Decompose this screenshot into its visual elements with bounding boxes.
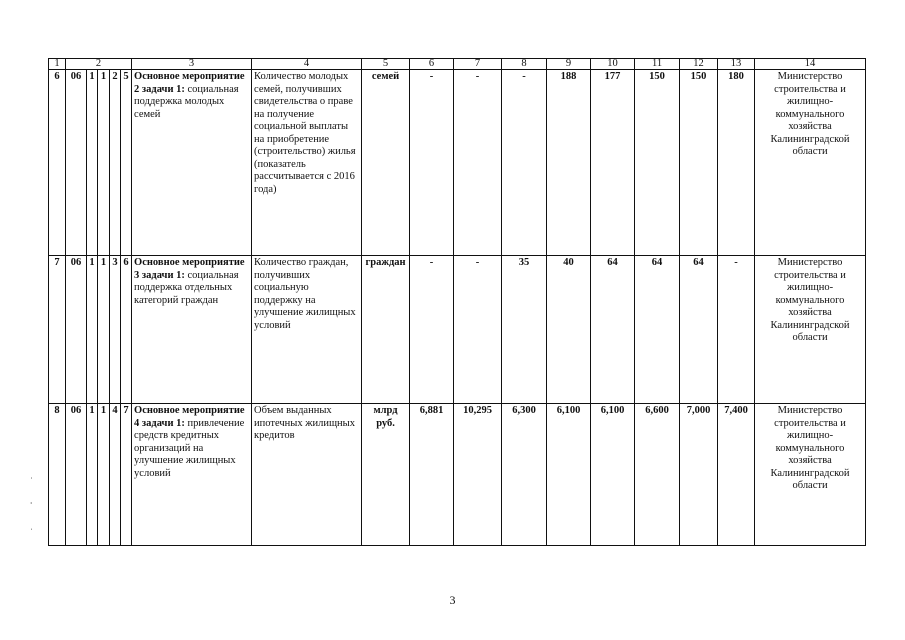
code-cell: 1: [98, 70, 110, 256]
code-cell: 6: [121, 256, 132, 404]
value-cell: 188: [547, 70, 591, 256]
unit-cell: граждан: [362, 256, 410, 404]
value-cell: 40: [547, 256, 591, 404]
header-cell: 13: [718, 59, 755, 70]
code-cell: 1: [87, 256, 98, 404]
value-cell: 64: [680, 256, 718, 404]
indicator-cell: Количество молодых семей, получивших свидетельства о праве на получение социальной выплаты на приобретение (строительство) жилья (показатель рассчитывается с 2016 года): [252, 70, 362, 256]
header-cell: 10: [591, 59, 635, 70]
code-cell: 5: [121, 70, 132, 256]
header-cell: 1: [49, 59, 66, 70]
activity-cell: [132, 404, 252, 546]
header-cell: 6: [410, 59, 454, 70]
code-cell: 3: [110, 256, 121, 404]
value-cell: 35: [502, 256, 547, 404]
value-cell: 6,600: [635, 404, 680, 546]
activity-title: Основное мероприятие 3 задачи 1:: [134, 257, 245, 281]
value-cell: 150: [680, 70, 718, 256]
table-row: [49, 70, 866, 256]
code-cell: 1: [98, 404, 110, 546]
code-cell: 06: [66, 70, 87, 256]
code-cell: 7: [121, 404, 132, 546]
value-cell: -: [454, 70, 502, 256]
header-cell: 5: [362, 59, 410, 70]
value-cell: 7,000: [680, 404, 718, 546]
value-cell: 150: [635, 70, 680, 256]
row-number: 7: [49, 256, 66, 404]
activity-title: Основное мероприятие 2 задачи 1:: [134, 71, 245, 95]
value-cell: -: [410, 256, 454, 404]
activity-title: Основное мероприятие 4 задачи 1:: [134, 405, 245, 429]
code-cell: 4: [110, 404, 121, 546]
value-cell: 64: [591, 256, 635, 404]
value-cell: 7,400: [718, 404, 755, 546]
row-number: 6: [49, 70, 66, 256]
header-cell: 9: [547, 59, 591, 70]
indicator-table: [48, 58, 866, 546]
value-cell: 177: [591, 70, 635, 256]
row-number: 8: [49, 404, 66, 546]
scan-mark: ˙: [30, 476, 33, 486]
value-cell: 10,295: [454, 404, 502, 546]
page-number: 3: [449, 593, 456, 607]
value-cell: -: [718, 256, 755, 404]
activity-cell: [132, 256, 252, 404]
responsible-org-cell: Министерство строительства и жилищно-коммунального хозяйства Калининградской области: [755, 256, 866, 404]
code-cell: 06: [66, 404, 87, 546]
code-cell: 1: [87, 404, 98, 546]
value-cell: 6,100: [591, 404, 635, 546]
activity-description: привлечение средств кредитных организаций на улучшение жилищных условий: [134, 417, 245, 479]
header-cell: 12: [680, 59, 718, 70]
header-cell: 11: [635, 59, 680, 70]
indicator-cell: Объем выданных ипотечных жилищных кредитов: [252, 404, 362, 546]
responsible-org-cell: Министерство строительства и жилищно-коммунального хозяйства Калининградской области: [755, 404, 866, 546]
value-cell: 6,881: [410, 404, 454, 546]
header-cell: 8: [502, 59, 547, 70]
value-cell: -: [454, 256, 502, 404]
table-row: [49, 256, 866, 404]
activity-description: социальная поддержка молодых семей: [134, 83, 239, 120]
table-row: [49, 404, 866, 546]
header-cell: 7: [454, 59, 502, 70]
code-cell: 06: [66, 256, 87, 404]
header-cell: 3: [132, 59, 252, 70]
responsible-org-cell: Министерство строительства и жилищно-коммунального хозяйства Калининградской области: [755, 70, 866, 256]
margin-scan-marks: [30, 470, 44, 540]
indicator-cell: Количество граждан, получивших социальную поддержку на улучшение жилищных условий: [252, 256, 362, 404]
value-cell: 180: [718, 70, 755, 256]
scan-mark: ˌ: [30, 520, 33, 530]
scan-mark: ⸱: [30, 498, 33, 508]
value-cell: -: [410, 70, 454, 256]
header-cell: 4: [252, 59, 362, 70]
header-cell: 14: [755, 59, 866, 70]
value-cell: -: [502, 70, 547, 256]
value-cell: 64: [635, 256, 680, 404]
activity-cell: [132, 70, 252, 256]
code-cell: 2: [110, 70, 121, 256]
unit-cell: семей: [362, 70, 410, 256]
unit-cell: млрд руб.: [362, 404, 410, 546]
activity-description: социальная поддержка отдельных категорий граждан: [134, 269, 239, 306]
value-cell: 6,300: [502, 404, 547, 546]
header-cell: 2: [66, 59, 132, 70]
header-row: [49, 59, 866, 70]
code-cell: 1: [98, 256, 110, 404]
code-cell: 1: [87, 70, 98, 256]
value-cell: 6,100: [547, 404, 591, 546]
